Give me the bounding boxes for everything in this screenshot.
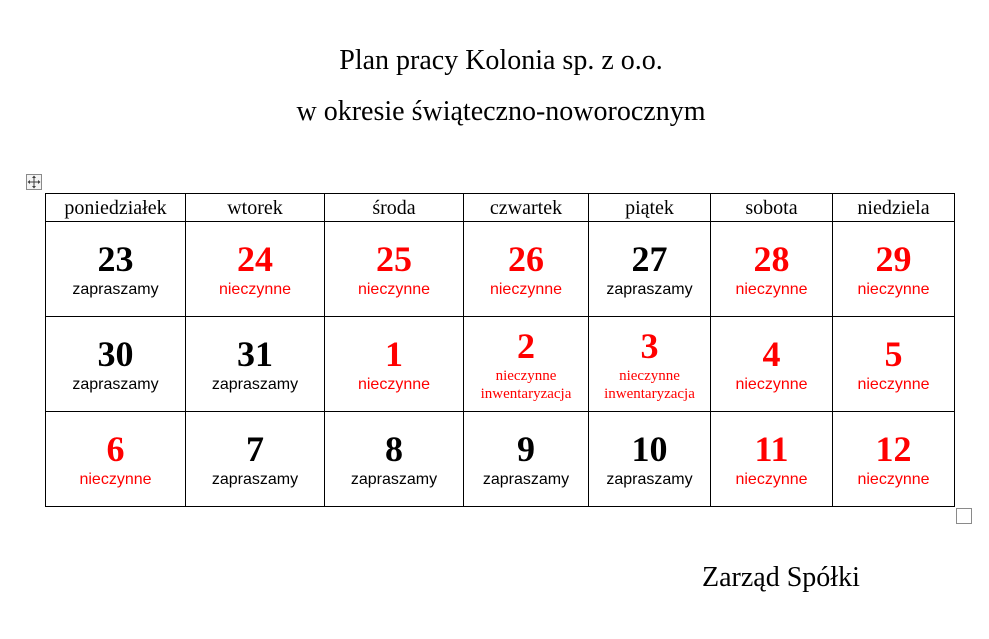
day-number: 3 <box>640 325 659 366</box>
day-number: 25 <box>376 238 412 279</box>
day-status: nieczynne <box>857 375 930 393</box>
day-status: zapraszamy <box>211 470 299 488</box>
day-number: 7 <box>246 428 264 469</box>
day-status: nieczynne <box>357 280 431 298</box>
day-status: zapraszamy <box>72 375 159 393</box>
weekday-header: sobota <box>711 194 833 222</box>
day-number: 28 <box>753 238 790 279</box>
calendar-week-row <box>46 412 955 507</box>
day-status: nieczynne <box>857 280 930 298</box>
day-status: nieczynne <box>735 280 808 298</box>
calendar-day-cell <box>46 222 186 317</box>
day-note: inwentaryzacja <box>604 385 695 402</box>
day-number: 26 <box>508 238 544 279</box>
weekday-header: niedziela <box>833 194 955 222</box>
calendar-day-cell <box>46 317 186 412</box>
calendar-day-cell <box>325 412 464 507</box>
day-status: nieczynne <box>619 367 680 384</box>
calendar-day-cell <box>589 317 711 412</box>
calendar-day-cell <box>833 222 955 317</box>
day-status: nieczynne <box>218 280 292 298</box>
day-number: 8 <box>385 428 403 469</box>
move-arrows-icon[interactable] <box>26 174 42 190</box>
weekday-header: środa <box>325 194 464 222</box>
day-number: 29 <box>875 238 912 279</box>
day-status: zapraszamy <box>606 470 693 488</box>
day-status: zapraszamy <box>350 470 438 488</box>
day-number: 4 <box>762 333 781 374</box>
calendar-day-cell <box>711 222 833 317</box>
calendar-day-cell <box>325 222 464 317</box>
calendar-day-cell <box>186 412 325 507</box>
day-status: nieczynne <box>489 280 563 298</box>
calendar-table <box>45 193 955 507</box>
weekday-header: piątek <box>589 194 711 222</box>
day-status: nieczynne <box>735 470 808 488</box>
calendar-day-cell <box>464 317 589 412</box>
day-status: nieczynne <box>735 375 808 393</box>
day-number: 1 <box>385 333 403 374</box>
calendar-day-cell <box>186 222 325 317</box>
day-number: 23 <box>97 238 134 279</box>
day-number: 31 <box>237 333 273 374</box>
page-subtitle: w okresie świąteczno-noworocznym <box>296 96 706 127</box>
day-number: 24 <box>237 238 273 279</box>
day-number: 11 <box>754 428 789 469</box>
weekday-header: poniedziałek <box>46 194 186 222</box>
calendar-week-row <box>46 317 955 412</box>
calendar-week-row <box>46 222 955 317</box>
calendar-day-cell <box>589 222 711 317</box>
day-status: zapraszamy <box>211 375 299 393</box>
calendar-day-cell <box>186 317 325 412</box>
calendar-day-cell <box>711 412 833 507</box>
day-number: 12 <box>875 428 912 469</box>
day-status: zapraszamy <box>482 470 570 488</box>
signature: Zarząd Spółki <box>702 562 860 593</box>
day-status: zapraszamy <box>606 280 693 298</box>
day-status: nieczynne <box>357 375 431 393</box>
day-number: 5 <box>884 333 903 374</box>
day-number: 30 <box>97 333 134 374</box>
day-status: nieczynne <box>79 470 152 488</box>
calendar-day-cell <box>833 317 955 412</box>
calendar-day-cell <box>464 412 589 507</box>
weekday-header-row <box>46 194 955 222</box>
day-status: nieczynne <box>857 470 930 488</box>
calendar-day-cell <box>46 412 186 507</box>
day-number: 27 <box>631 238 668 279</box>
day-note: inwentaryzacja <box>480 385 572 402</box>
resize-handle-icon[interactable] <box>956 508 972 524</box>
day-status: zapraszamy <box>72 280 159 298</box>
calendar-day-cell <box>589 412 711 507</box>
day-number: 10 <box>631 428 668 469</box>
day-number: 6 <box>106 428 125 469</box>
day-status: nieczynne <box>495 367 557 384</box>
calendar-day-cell <box>325 317 464 412</box>
day-number: 2 <box>517 325 535 366</box>
page-title: Plan pracy Kolonia sp. z o.o. <box>339 45 663 76</box>
day-number: 9 <box>517 428 535 469</box>
calendar-day-cell <box>833 412 955 507</box>
weekday-header: wtorek <box>186 194 325 222</box>
weekday-header: czwartek <box>464 194 589 222</box>
calendar-day-cell <box>711 317 833 412</box>
calendar-day-cell <box>464 222 589 317</box>
